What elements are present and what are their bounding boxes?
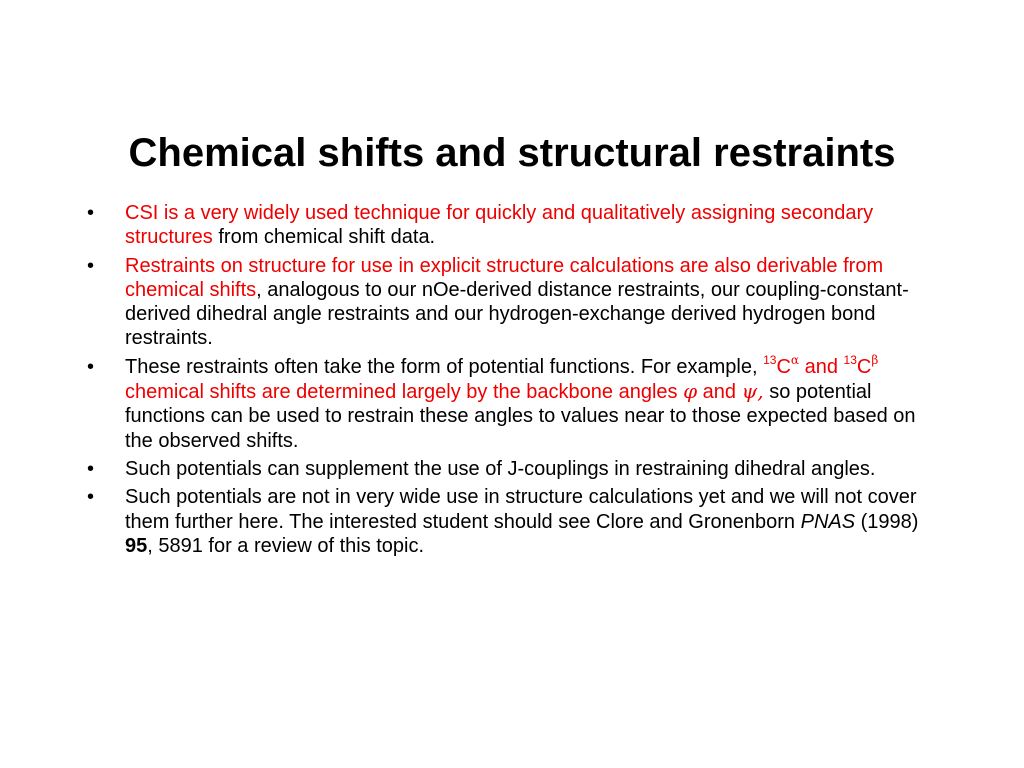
and-text: and (697, 381, 742, 404)
bullet-text: Such potentials can supplement the use of J-couplings in restraining dihedral angles. (125, 457, 876, 480)
bullet-item-potential-functions (84, 355, 944, 453)
bullet-text-highlight: Restraints on structure for use in explicit structure calculations are also derivable from chemical shifts (125, 254, 884, 301)
bullet-dot: • (87, 254, 95, 277)
citation-pages: , 5891 for a review of this topic. (147, 534, 425, 557)
alpha-symbol: α (790, 353, 800, 368)
slide-title: Chemical shifts and structural restraints (128, 130, 896, 175)
journal-name: PNAS (800, 510, 856, 533)
bullet-list (84, 201, 944, 562)
bullet-item-reference (84, 485, 944, 558)
bullet-item-j-couplings (84, 457, 944, 481)
carbon-symbol: C (776, 355, 791, 378)
bullet-text: These restraints often take the form of potential functions. For example, (125, 355, 764, 378)
bullet-text-highlight: chemical shifts are determined largely by the backbone angles (125, 381, 684, 404)
phi-symbol: φ (683, 379, 698, 404)
bullet-text: from chemical shift data. (212, 226, 436, 249)
bullet-dot: • (87, 457, 95, 480)
citation-volume: 95 (125, 534, 148, 557)
bullet-text: , analogous to our nOe-derived distance restraints, our coupling-constant-derived dihedral angle restraints and our hydrogen-exchange derived hydrogen bond restraints. (125, 278, 909, 350)
bullet-text: so potential functions can be used to restrain these angles to values near to those expected based on the observed shifts. (125, 381, 916, 452)
bullet-item-csi (84, 201, 944, 250)
bullet-text-highlight: CSI is a very widely used technique for quickly and qualitatively assigning secondary structures (125, 202, 874, 249)
carbon-symbol: C (856, 355, 872, 378)
bullet-item-restraints (84, 254, 944, 351)
carbon-beta-label (843, 353, 879, 378)
isotope-13-superscript: 13 (763, 353, 777, 368)
bullet-dot: • (87, 202, 95, 224)
bullet-text: Such potentials are not in very wide use in structure calculations yet and we will not cover them further here. The interested student should see Clore and Gronenborn (125, 486, 917, 533)
bullet-dot: • (87, 355, 95, 378)
bullet-dot: • (87, 486, 95, 509)
citation-year: (1998) (855, 510, 919, 533)
isotope-13-superscript: 13 (843, 353, 857, 368)
and-text: and (799, 355, 844, 378)
beta-symbol: β (871, 353, 879, 368)
psi-symbol: ψ, (741, 379, 764, 404)
carbon-alpha-label (763, 353, 800, 378)
